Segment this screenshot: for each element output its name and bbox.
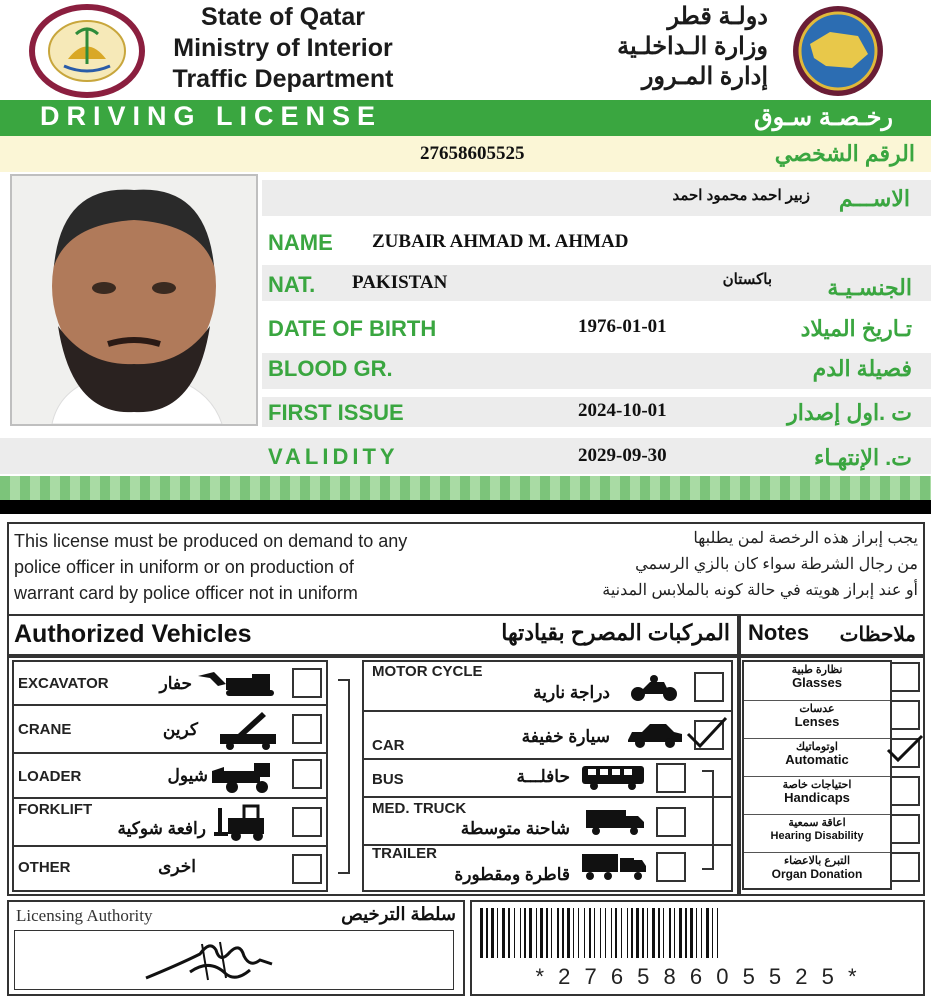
forklift-checkbox[interactable]	[292, 807, 322, 837]
motorcycle-checkbox[interactable]	[694, 672, 724, 702]
barcode-bar	[701, 908, 702, 958]
vehicle-excavator-label-ar: حفار	[159, 674, 192, 693]
car-checkmark-icon	[684, 714, 728, 755]
note-organ: Organ Donation	[771, 867, 863, 881]
first-issue-ar-label: ت .اول إصدار	[787, 400, 912, 425]
note-glasses: Glasses	[792, 675, 842, 690]
first-issue-label: FIRST ISSUE	[268, 400, 404, 425]
header-state: State of Qatar	[201, 3, 365, 31]
excavator-icon	[196, 670, 278, 703]
barcode-bar	[584, 908, 585, 958]
barcode-bar	[594, 908, 595, 958]
barcode-bar	[627, 908, 628, 958]
header-department: Traffic Department	[172, 65, 394, 93]
barcode-bar	[567, 908, 570, 958]
hearing-checkbox[interactable]	[890, 814, 920, 844]
barcode-bar	[491, 908, 494, 958]
header-ministry-ar: وزارة الـداخلـية	[617, 33, 768, 60]
automatic-checkmark-icon	[884, 732, 924, 771]
header-ministry: Ministry of Interior	[173, 34, 393, 62]
handicaps-checkbox[interactable]	[890, 776, 920, 806]
excavator-checkbox[interactable]	[292, 668, 322, 698]
barcode-text: * 2 7 6 5 8 6 0 5 5 2 5 *	[535, 964, 861, 989]
barcode-bar	[605, 908, 606, 958]
barcode-bar	[674, 908, 675, 958]
barcode-bar	[508, 908, 510, 958]
first-issue-value: 2024-10-01	[578, 400, 667, 421]
barcode-bar	[652, 908, 655, 958]
barcode-bar	[557, 908, 559, 958]
name-ar-label: الاســـم	[838, 186, 910, 211]
dob-value: 1976-01-01	[578, 316, 667, 337]
barcode-bar	[636, 908, 639, 958]
note-lenses: Lenses	[794, 714, 840, 729]
barcode-bar	[502, 908, 505, 958]
signature-icon	[140, 934, 280, 993]
organ-donation-checkbox[interactable]	[890, 852, 920, 882]
bracket-right	[702, 770, 714, 870]
barcode-bar	[578, 908, 579, 958]
vehicle-med-truck-label-ar: شاحنة متوسطة	[460, 819, 570, 838]
barcode-bar	[717, 908, 718, 958]
barcode-bar	[631, 908, 633, 958]
name-label: NAME	[268, 230, 333, 255]
ministry-of-interior-emblem-icon	[28, 4, 146, 98]
barcode-bar	[712, 908, 713, 958]
vehicle-forklift-label: FORKLIFT	[18, 801, 93, 818]
vehicle-bus-label-ar: حافلـــة	[516, 767, 570, 786]
personal-id-value: 27658605525	[420, 143, 525, 164]
barcode-bar	[621, 908, 622, 958]
vehicle-med-truck-label: MED. TRUCK	[372, 800, 467, 817]
barcode-bar	[520, 908, 521, 958]
crane-truck-icon	[218, 710, 280, 755]
barcode-bar	[600, 908, 601, 958]
trailer-checkbox[interactable]	[656, 852, 686, 882]
lenses-checkbox[interactable]	[890, 700, 920, 730]
truck-icon	[584, 808, 646, 841]
vehicle-car-label: CAR	[372, 737, 405, 754]
vehicle-car-label-ar: سيارة خفيفة	[521, 727, 610, 746]
trailer-icon	[580, 852, 648, 887]
notice-en-line1: This license must be produced on demand to any	[14, 531, 408, 551]
vehicle-forklift-label-ar: رافعة شوكية	[117, 819, 206, 838]
barcode-bar	[679, 908, 682, 958]
vehicles-title-ar: المركبات المصرح بقيادتها	[501, 620, 730, 645]
license-back	[0, 514, 931, 1000]
validity-value: 2029-09-30	[578, 445, 667, 466]
barcode-bar	[706, 908, 709, 958]
barcode-bar	[497, 908, 498, 958]
note-handicaps: Handicaps	[784, 790, 850, 805]
barcode-bar	[546, 908, 548, 958]
dob-label: DATE OF BIRTH	[268, 316, 437, 341]
barcode-bar	[524, 908, 526, 958]
motorcycle-icon	[628, 674, 680, 707]
barcode-bar	[536, 908, 537, 958]
bus-icon	[580, 764, 646, 795]
blood-group-label: BLOOD GR.	[268, 356, 393, 381]
vehicle-motorcycle-label-ar: دراجة نارية	[533, 683, 610, 702]
vehicle-crane-label-ar: كرين	[162, 720, 198, 739]
car-icon	[626, 722, 684, 753]
loader-checkbox[interactable]	[292, 759, 322, 789]
vehicle-loader-label-ar: شيول	[167, 766, 208, 785]
notice-en-line2: police officer in uniform or on production of	[14, 557, 354, 577]
nationality-ar-value: باكستان	[722, 271, 772, 288]
forklift-icon	[214, 804, 278, 847]
header-state-ar: دولـة قطر	[667, 3, 768, 30]
barcode-bar	[486, 908, 488, 958]
vehicle-other-label: OTHER	[18, 859, 71, 876]
vehicle-crane-label: CRANE	[18, 721, 72, 738]
barcode-bar	[669, 908, 671, 958]
note-automatic-ar: اوتوماتيك	[795, 741, 838, 753]
med-truck-checkbox[interactable]	[656, 807, 686, 837]
barcode-bar	[647, 908, 648, 958]
barcode-bar	[658, 908, 660, 958]
blood-group-ar-label: فصيلة الدم	[812, 356, 912, 381]
nationality-label: NAT.	[268, 272, 316, 297]
vehicle-bus-label: BUS	[372, 771, 404, 788]
vehicle-trailer-label: TRAILER	[372, 845, 437, 862]
loader-icon	[210, 761, 278, 798]
note-handicaps-ar: احتياجات خاصة	[782, 779, 852, 791]
barcode-bar	[663, 908, 664, 958]
vehicle-other-label-ar: اخرى	[158, 857, 196, 876]
authority-label-ar: سلطة الترخيص	[341, 904, 456, 924]
vehicle-motorcycle-label: MOTOR CYCLE	[372, 663, 483, 680]
barcode-bar	[514, 908, 515, 958]
header-department-ar: إدارة المـرور	[641, 63, 768, 90]
notes-title-ar: ملاحظات	[839, 624, 916, 646]
barcode-bar	[642, 908, 644, 958]
barcode	[480, 908, 916, 958]
decorative-border	[0, 476, 931, 500]
personal-id-label-ar: الرقم الشخصي	[774, 141, 915, 166]
dob-ar-label: تـاريخ الميلاد	[800, 316, 912, 341]
name-ar-value: زبير احمد محمود احمد	[672, 187, 810, 204]
vehicle-trailer-label-ar: قاطرة ومقطورة	[454, 865, 570, 884]
barcode-bar	[696, 908, 697, 958]
authority-label: Licensing Authority	[16, 906, 153, 925]
notice-en-line3: warrant card by police officer not in uniform	[14, 583, 358, 603]
note-glasses-ar: نظارة طبية	[791, 664, 843, 676]
name-value: ZUBAIR AHMAD M. AHMAD	[372, 231, 629, 252]
barcode-bar	[589, 908, 591, 958]
barcode-bar	[540, 908, 543, 958]
crane-checkbox[interactable]	[292, 714, 322, 744]
barcode-bar	[611, 908, 612, 958]
notice-ar-line3: أو عند إبراز هويته في حالة كونه بالملابس المدنية	[602, 582, 918, 599]
barcode-bar	[551, 908, 552, 958]
validity-ar-label: ت. الإنتهـاء	[814, 445, 912, 470]
notice-ar-line1: يجب إبراز هذه الرخصة لمن يطلبها	[693, 530, 918, 547]
note-lenses-ar: عدسات	[799, 703, 835, 715]
notice-ar-line2: من رجال الشرطة سواء كان بالزي الرسمي	[635, 556, 918, 573]
license-title: DRIVING LICENSE	[40, 101, 383, 131]
gcc-emblem-icon	[780, 4, 896, 98]
validity-label: VALIDITY	[268, 444, 399, 469]
glasses-checkbox[interactable]	[890, 662, 920, 692]
holder-photo	[10, 174, 258, 426]
nationality-value: PAKISTAN	[352, 272, 448, 293]
vehicle-loader-label: LOADER	[18, 768, 82, 785]
nationality-ar-label: الجنسـيـة	[827, 275, 912, 300]
bracket-left	[338, 679, 350, 874]
note-hearing: Hearing Disability	[770, 830, 864, 842]
card-divider	[0, 500, 931, 514]
note-hearing-ar: اعاقة سمعية	[788, 817, 846, 829]
barcode-bar	[573, 908, 574, 958]
bus-checkbox[interactable]	[656, 763, 686, 793]
barcode-bar	[615, 908, 617, 958]
vehicle-excavator-label: EXCAVATOR	[18, 675, 109, 692]
vehicles-title: Authorized Vehicles	[14, 620, 252, 648]
license-title-ar: رخـصـة سـوق	[754, 104, 893, 131]
barcode-bar	[529, 908, 532, 958]
notes-title: Notes	[748, 620, 810, 645]
barcode-bar	[562, 908, 564, 958]
note-automatic: Automatic	[785, 752, 849, 767]
barcode-bar	[690, 908, 693, 958]
barcode-bar	[480, 908, 483, 958]
note-organ-ar: التبرع بالاعضاء	[783, 855, 851, 867]
barcode-bar	[685, 908, 687, 958]
other-checkbox[interactable]	[292, 854, 322, 884]
